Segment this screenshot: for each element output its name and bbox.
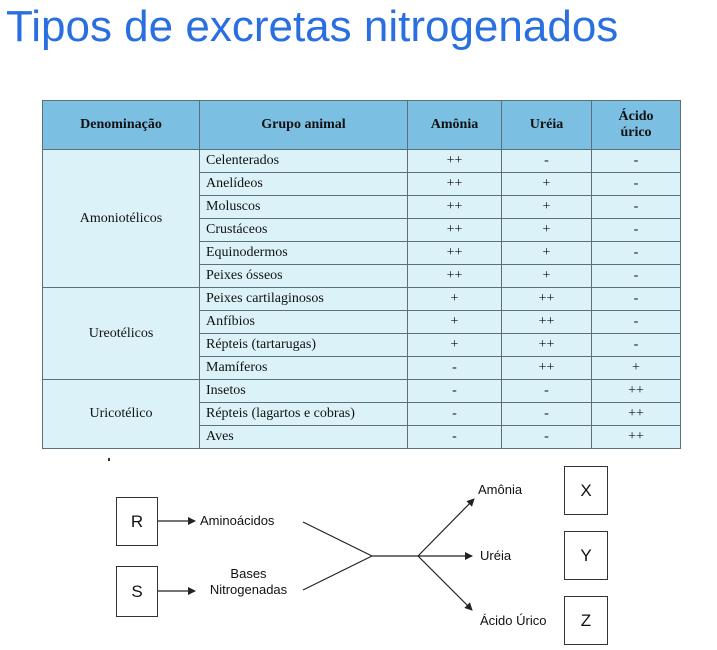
box-r: R [116,497,158,546]
box-s: S [116,566,158,617]
label-ureia: Uréia [480,548,512,563]
amonia-cell: + [408,311,502,334]
amonia-cell: ++ [408,150,502,173]
label-bases-line1: Bases [230,566,267,581]
amonia-cell: ++ [408,173,502,196]
label-acido-urico: Ácido Úrico [480,613,547,628]
ureia-cell: - [502,380,592,403]
amonia-cell: ++ [408,196,502,219]
box-z: Z [564,596,608,645]
header-denominacao: Denominação [43,101,200,150]
acido-urico-cell: - [592,288,681,311]
acido-urico-cell: ++ [592,426,681,449]
converge-bottom [303,556,372,590]
box-x: X [564,466,608,515]
label-bases-line2: Nitrogenadas [209,582,288,597]
ureia-cell: + [502,242,592,265]
grupo-animal-cell: Aves [200,426,408,449]
grupo-animal-cell: Peixes ósseos [200,265,408,288]
amonia-cell: - [408,426,502,449]
ureia-cell: + [502,219,592,242]
amonia-cell: ++ [408,265,502,288]
ureia-cell: + [502,196,592,219]
amonia-cell: + [408,334,502,357]
denominacao-cell: Amoniotélicos [43,150,200,288]
label-bases-nitrogenadas [196,566,301,598]
acido-urico-cell: ++ [592,403,681,426]
arrow-to-acido [418,556,472,610]
grupo-animal-cell: Insetos [200,380,408,403]
ureia-cell: ++ [502,288,592,311]
ureia-cell: - [502,426,592,449]
ureia-cell: + [502,265,592,288]
grupo-animal-cell: Celenterados [200,150,408,173]
grupo-animal-cell: Anelídeos [200,173,408,196]
header-grupo-animal: Grupo animal [200,101,408,150]
ureia-cell: ++ [502,311,592,334]
grupo-animal-cell: Répteis (lagartos e cobras) [200,403,408,426]
grupo-animal-cell: Equinodermos [200,242,408,265]
box-y: Y [564,531,608,580]
header-acido-urico: Ácido úrico [592,101,681,150]
acido-urico-cell: - [592,173,681,196]
amonia-cell: - [408,403,502,426]
ureia-cell: - [502,150,592,173]
converge-top [303,522,372,556]
ureia-cell: ++ [502,357,592,380]
grupo-animal-cell: Mamíferos [200,357,408,380]
acido-urico-cell: - [592,219,681,242]
header-ureia: Uréia [502,101,592,150]
amonia-cell: - [408,380,502,403]
acido-urico-cell: - [592,150,681,173]
ureia-cell: - [502,403,592,426]
acido-urico-cell: - [592,196,681,219]
acido-urico-cell: - [592,311,681,334]
page-title: Tipos de excretas nitrogenados [6,2,619,51]
grupo-animal-cell: Crustáceos [200,219,408,242]
ureia-cell: + [502,173,592,196]
ureia-cell: ++ [502,334,592,357]
grupo-animal-cell: Peixes cartilaginosos [200,288,408,311]
grupo-animal-cell: Répteis (tartarugas) [200,334,408,357]
amonia-cell: - [408,357,502,380]
header-amonia: Amônia [408,101,502,150]
arrow-to-amonia [418,499,474,556]
acido-urico-cell: ++ [592,380,681,403]
grupo-animal-cell: Moluscos [200,196,408,219]
label-amonia: Amônia [478,482,523,497]
label-aminoacidos: Aminoácidos [200,513,275,528]
acido-urico-cell: - [592,265,681,288]
amonia-cell: + [408,288,502,311]
acido-urico-cell: + [592,357,681,380]
acido-urico-cell: - [592,242,681,265]
denominacao-cell: Uricotélico [43,380,200,449]
amonia-cell: ++ [408,242,502,265]
amonia-cell: ++ [408,219,502,242]
acido-urico-cell: - [592,334,681,357]
denominacao-cell: Ureotélicos [43,288,200,380]
grupo-animal-cell: Anfíbios [200,311,408,334]
